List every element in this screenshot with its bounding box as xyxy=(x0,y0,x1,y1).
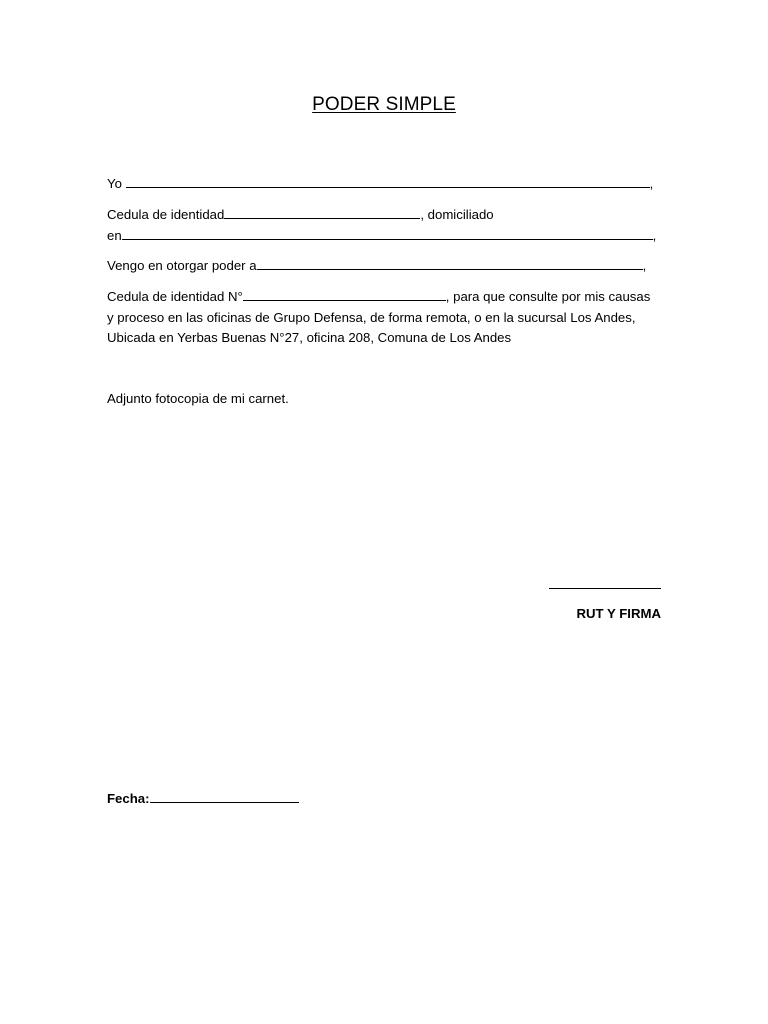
adjunto-line: Adjunto fotocopia de mi carnet. xyxy=(107,391,289,406)
proceso-line: y proceso en las oficinas de Grupo Defensa, de forma remota, o en la sucursal Los Andes, xyxy=(107,310,636,325)
domicilio-blank[interactable] xyxy=(122,227,653,240)
en-comma: , xyxy=(652,228,657,243)
vengo-line xyxy=(107,257,646,275)
cedula2-line xyxy=(107,288,650,306)
signature-line xyxy=(549,576,661,594)
fecha-blank[interactable] xyxy=(150,790,299,803)
signature-blank[interactable] xyxy=(549,576,661,589)
domiciliado-label: , domiciliado xyxy=(420,207,494,222)
yo-line xyxy=(107,175,653,193)
cedula2-label: Cedula de identidad N° xyxy=(107,289,243,304)
apoderado-blank[interactable] xyxy=(257,257,643,270)
name-blank[interactable] xyxy=(126,175,650,188)
cedula-line xyxy=(107,206,494,224)
fecha-line xyxy=(107,790,299,808)
ubicada-line: Ubicada en Yerbas Buenas N°27, oficina 208, Comuna de Los Andes xyxy=(107,330,512,345)
cedula2-blank[interactable] xyxy=(243,288,446,301)
cedula-blank[interactable] xyxy=(224,206,420,219)
en-label: en xyxy=(107,228,122,243)
vengo-comma: , xyxy=(642,258,647,273)
document-title: PODER SIMPLE xyxy=(312,94,456,115)
cedula2-suffix: , para que consulte por mis causas xyxy=(445,289,651,304)
vengo-label: Vengo en otorgar poder a xyxy=(107,258,257,273)
yo-label: Yo xyxy=(107,176,122,191)
signature-label: RUT Y FIRMA xyxy=(576,606,661,621)
domicilio-line xyxy=(107,227,656,245)
fecha-label: Fecha: xyxy=(107,791,150,806)
yo-comma: , xyxy=(649,176,654,191)
cedula-label: Cedula de identidad xyxy=(107,207,225,222)
